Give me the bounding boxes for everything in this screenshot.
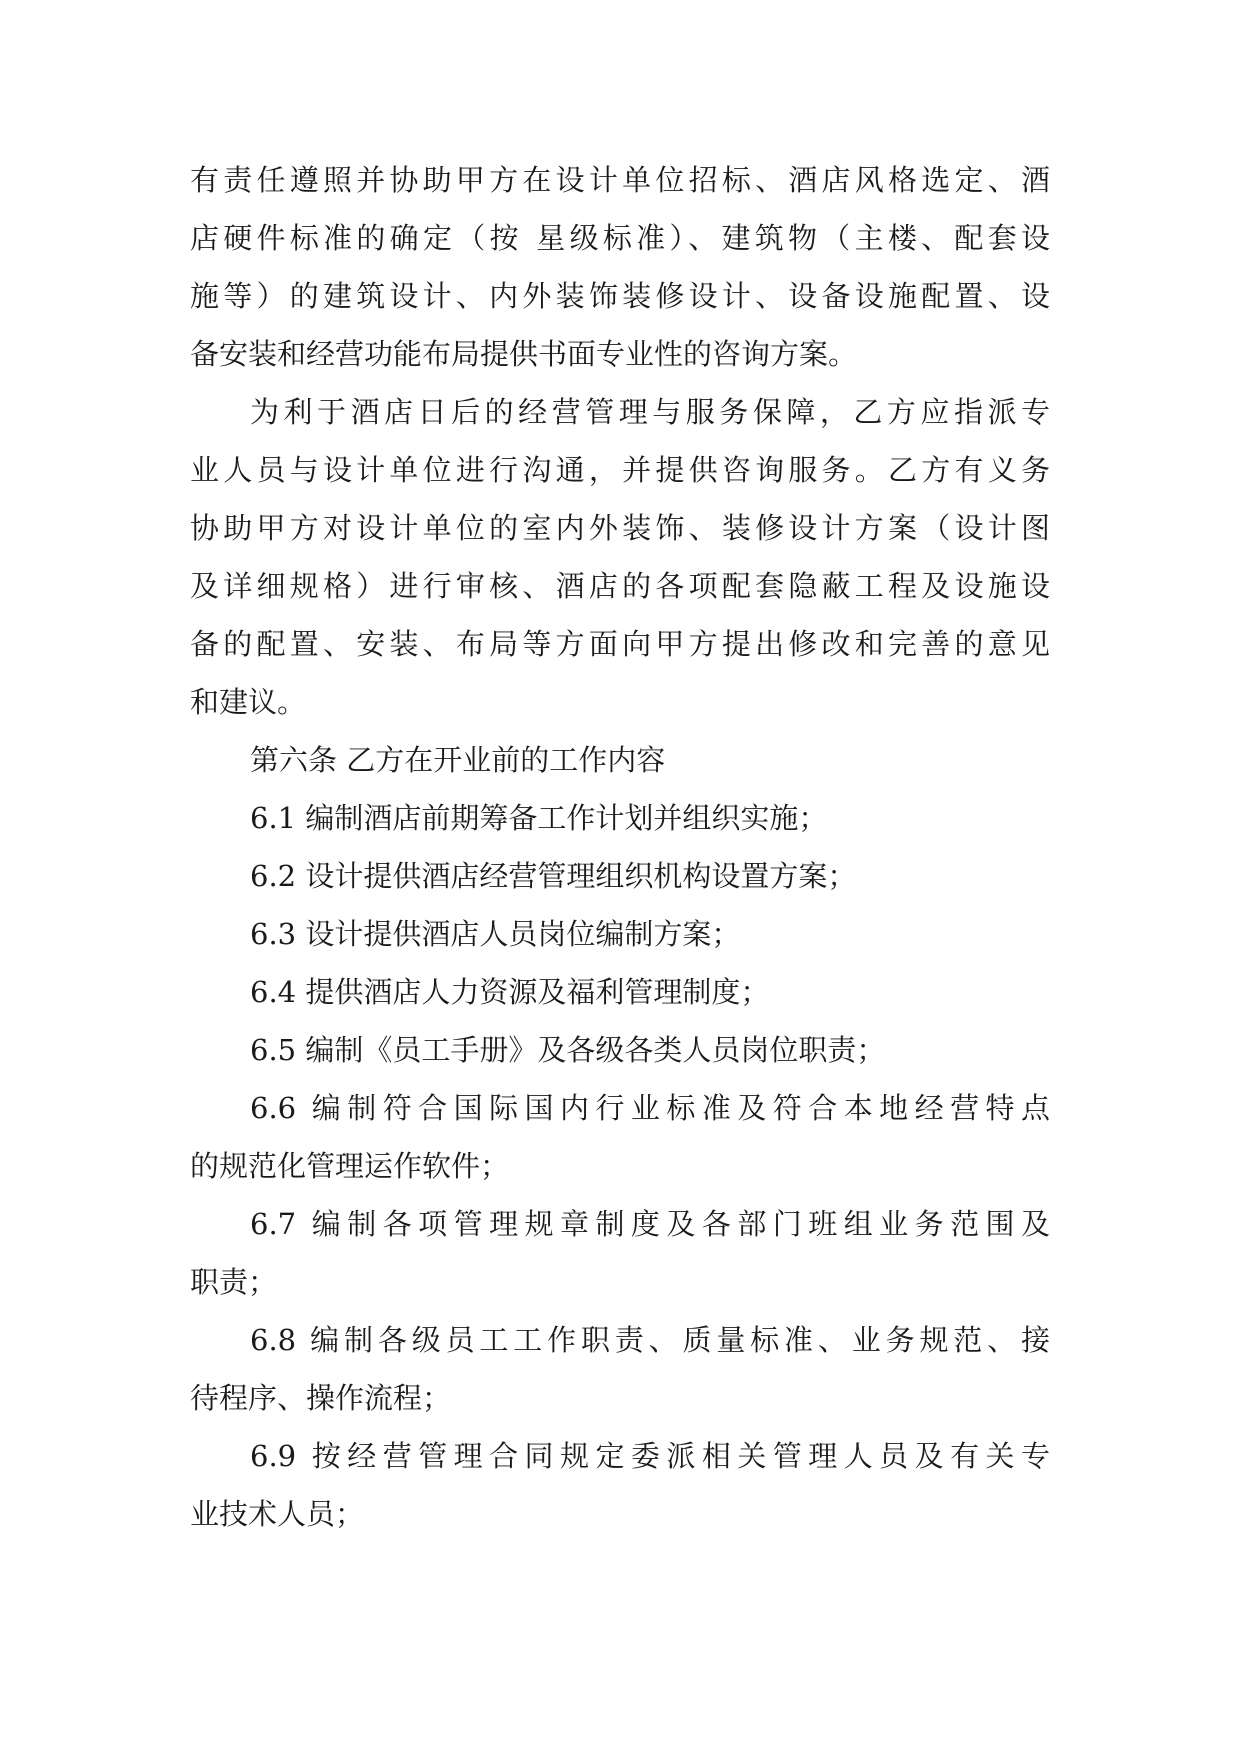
article-heading: 第六条 乙方在开业前的工作内容 [250,743,666,777]
text-line: 备的配置、安装、布局等方面向甲方提出修改和完善的意见 [190,627,1050,661]
text-line: 的规范化管理运作软件； [190,1149,510,1183]
text-line: 协助甲方对设计单位的室内外装饰、装修设计方案（设计图 [190,511,1050,545]
text-line: 及详细规格）进行审核、酒店的各项配套隐蔽工程及设施设 [190,569,1050,603]
list-item: 6.5 编制《员工手册》及各级各类人员岗位职责； [250,1033,886,1067]
text-line: 备安装和经营功能布局提供书面专业性的咨询方案。 [190,337,858,371]
text-line: 和建议。 [190,685,307,719]
paragraph-first-line: 为利于酒店日后的经营管理与服务保障，乙方应指派专 [250,395,1050,429]
list-item: 6.6 编制符合国际国内行业标准及符合本地经营特点 [250,1091,1050,1125]
list-item: 6.1 编制酒店前期筹备工作计划并组织实施； [250,801,828,835]
list-item: 6.4 提供酒店人力资源及福利管理制度； [250,975,770,1009]
text-line: 业人员与设计单位进行沟通，并提供咨询服务。乙方有义务 [190,453,1050,487]
text-line: 施等）的建筑设计、内外装饰装修设计、设备设施配置、设 [190,279,1050,313]
list-item: 6.7 编制各项管理规章制度及各部门班组业务范围及 [250,1207,1050,1241]
list-item: 6.3 设计提供酒店人员岗位编制方案； [250,917,741,951]
list-item: 6.8 编制各级员工工作职责、质量标准、业务规范、接 [250,1323,1050,1357]
text-line: 店硬件标准的确定（按 星级标准）、建筑物（主楼、配套设 [190,221,1050,255]
text-line: 有责任遵照并协助甲方在设计单位招标、酒店风格选定、酒 [190,163,1050,197]
list-item: 6.2 设计提供酒店经营管理组织机构设置方案； [250,859,857,893]
list-item: 6.9 按经营管理合同规定委派相关管理人员及有关专 [250,1439,1050,1473]
text-line: 待程序、操作流程； [190,1381,452,1415]
text-line: 业技术人员； [190,1497,365,1531]
text-line: 职责； [190,1265,278,1299]
